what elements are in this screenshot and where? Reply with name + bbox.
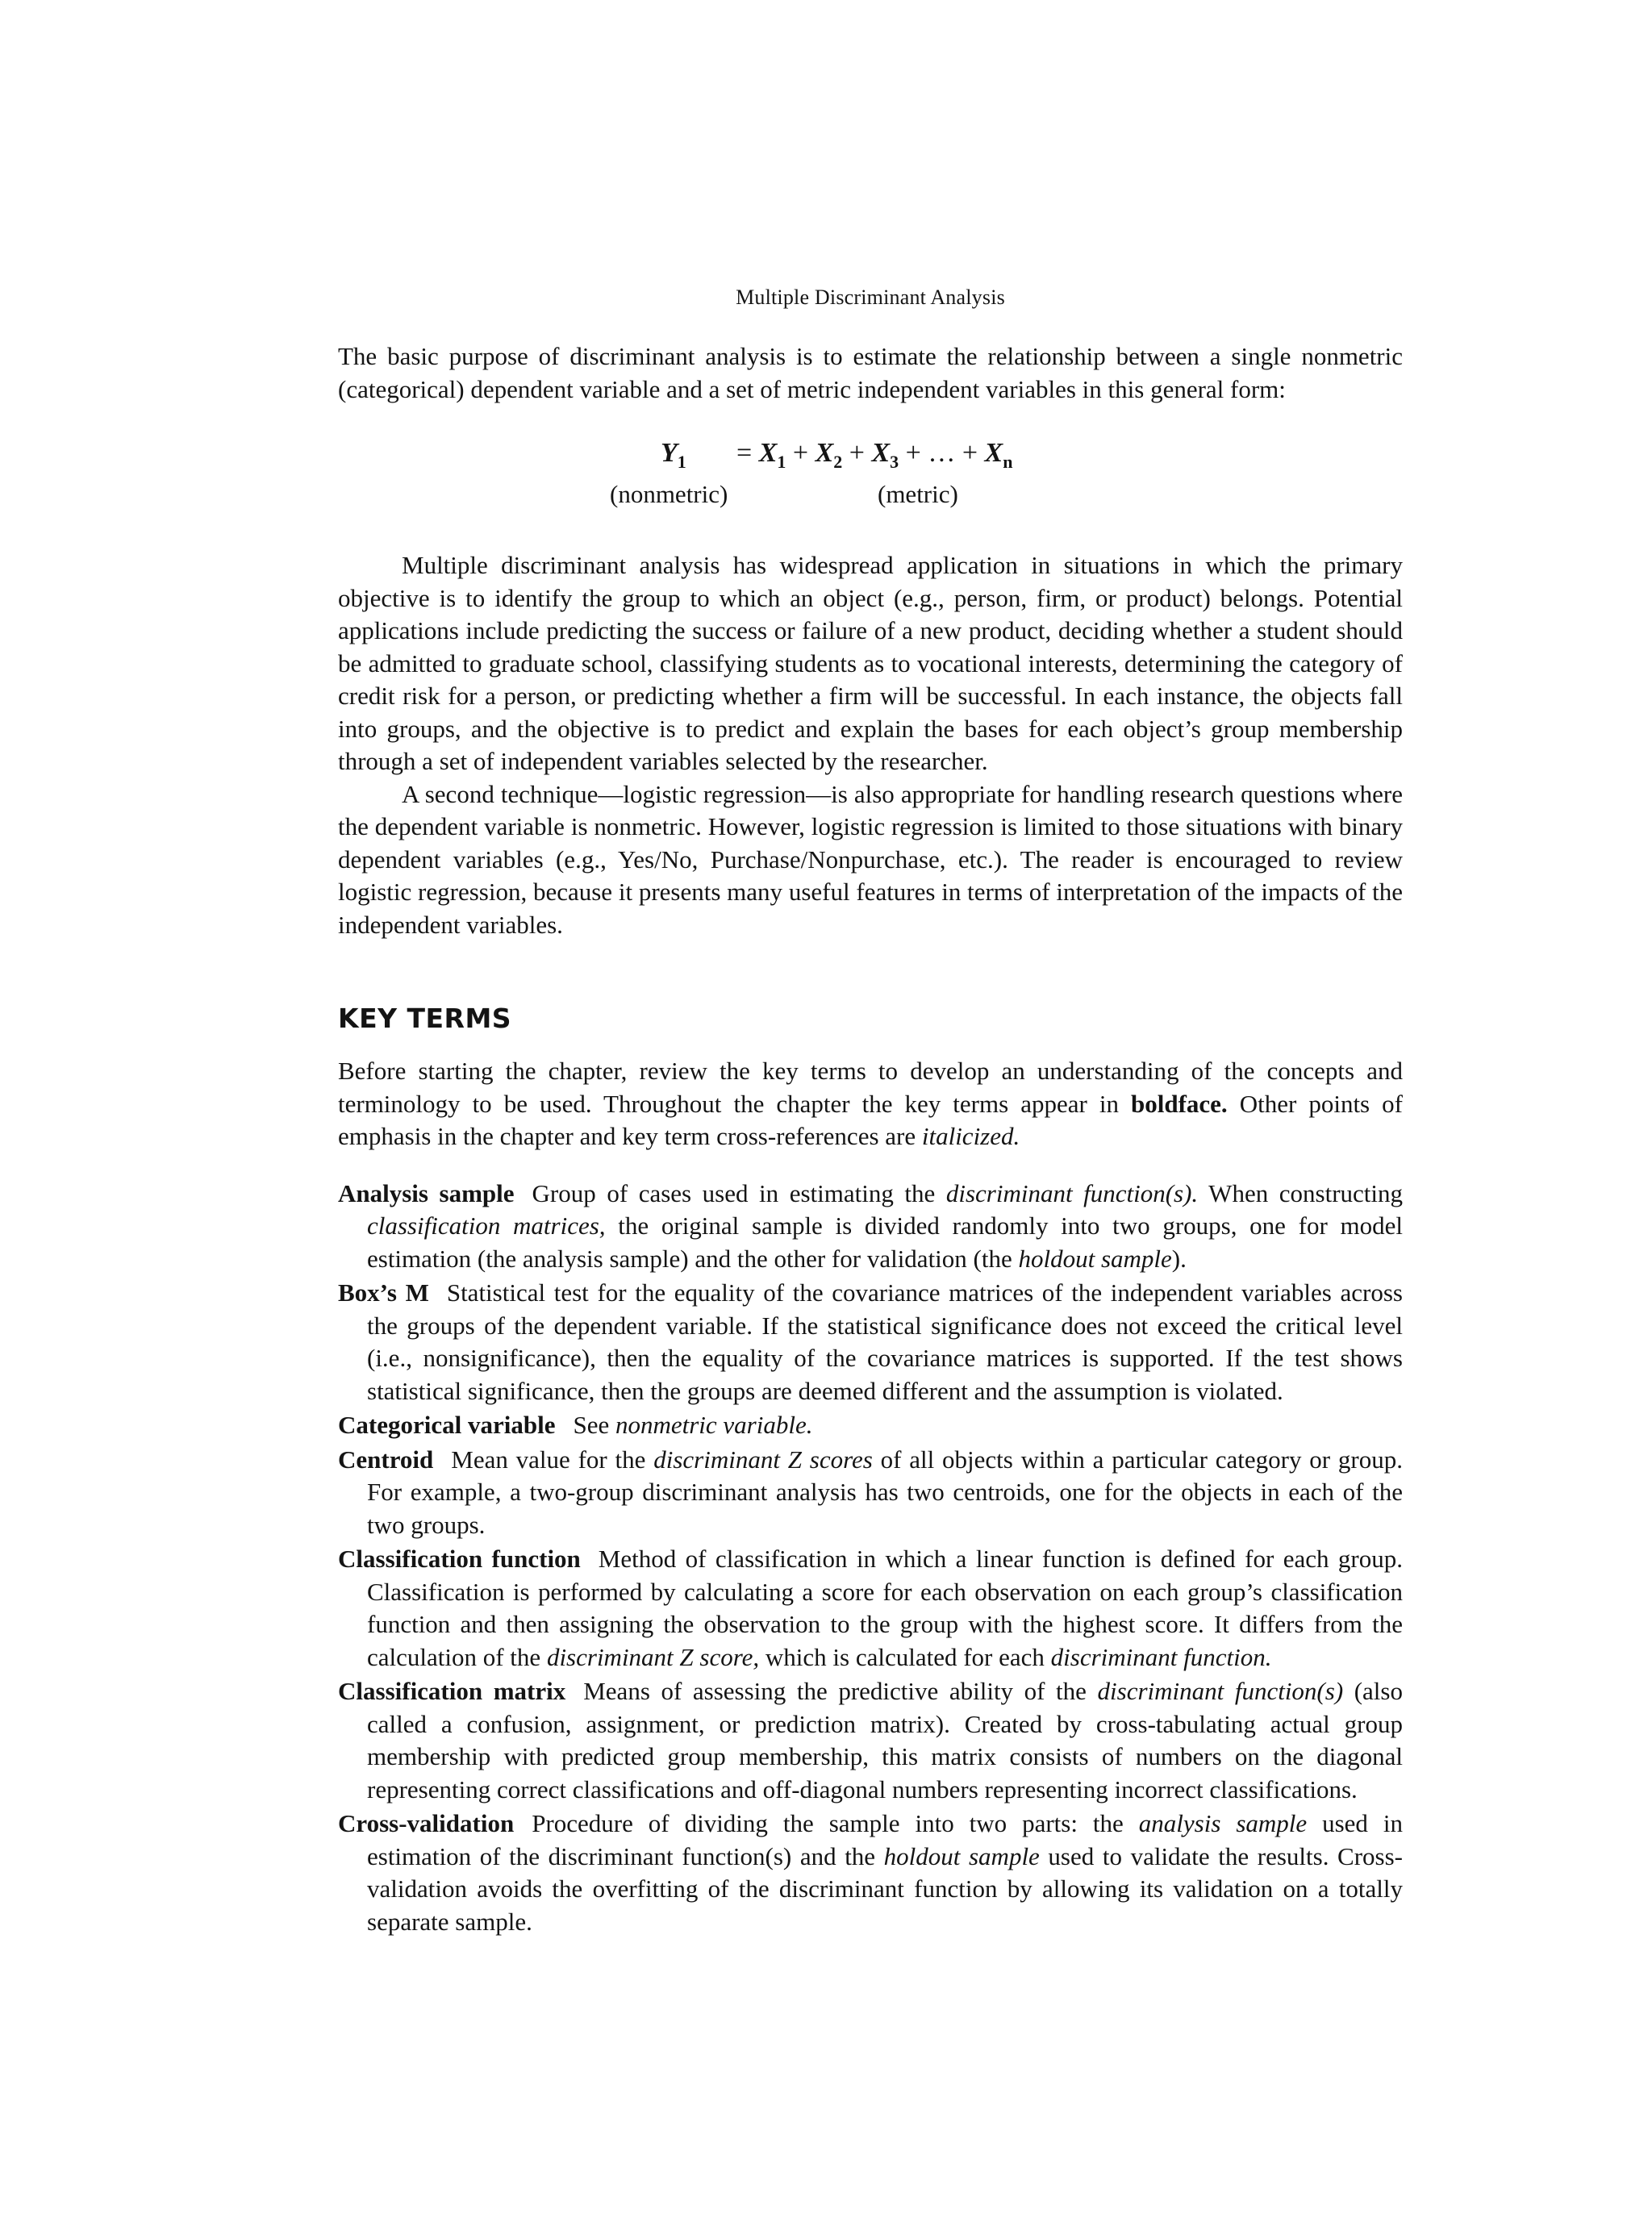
key-term-definition-text: Statistical test for the equality of the covariance matrices of the independent variables across the groups of the dependent variable. If the statistical significance does not exceed the critical level (i.e., nonsignificance), then the equality of the covariance matrices is supported. If the test shows statistical significance, then the groups are deemed different and the assumption is violated. xyxy=(367,1278,1403,1405)
key-term-crossref: classification matrices, xyxy=(367,1211,606,1240)
key-term-definition-text: of all objects within a particular category or group. For example, a two-group discriminant analysis has two centroids, one for the objects in each of the two groups. xyxy=(367,1445,1403,1539)
key-term-crossref: discriminant Z score, xyxy=(546,1642,760,1671)
key-term-entry xyxy=(338,1277,1403,1407)
key-term-definition-text: ). xyxy=(1171,1244,1187,1273)
equation-line xyxy=(338,438,1403,478)
key-term-definition-text: Procedure of dividing the sample into two parts: the xyxy=(532,1809,1139,1837)
key-term-crossref: discriminant Z scores xyxy=(653,1445,873,1474)
paragraph-applications: Multiple discriminant analysis has widespread application in situations in which the primary objective is to identify the group to which an object (e.g., person, firm, or product) belongs. Potential applications include predicting the success or failure of a new product, deciding whether a student should be admitted to graduate school, classifying students as to vocational interests, determining the category of credit risk for a person, or predicting whether a firm will be successful. In each instance, the objects fall into groups, and the objective is to predict and explain the bases for each object’s group membership through a set of independent variables selected by the researcher. xyxy=(338,551,1403,775)
key-term-definition-text: which is calculated for each xyxy=(759,1642,1051,1671)
key-term-crossref: nonmetric variable. xyxy=(615,1411,813,1439)
key-term-crossref: holdout sample xyxy=(1018,1244,1172,1273)
key-term-definition-text: Method of classification in which a linear function is defined for each group. Classification is performed by calculating a score for each observation on each group’s classification function and then assigning the observation to the group with the highest score. It differs from the calculation of the xyxy=(367,1545,1403,1671)
paragraph-logistic: A second technique—logistic regression—is also appropriate for handling research questions where the dependent variable is nonmetric. However, logistic regression is limited to those situations with binary dependent variables (e.g., Yes/No, Purchase/Nonpurchase, etc.). The reader is encouraged to review logistic regression, because it presents many useful features in terms of interpretation of the impacts of the independent variables. xyxy=(338,779,1403,939)
key-term-definition-text: Means of assessing the predictive ability of the xyxy=(583,1677,1098,1705)
key-term-crossref: holdout sample xyxy=(883,1841,1040,1870)
key-term-name: Categorical variable xyxy=(338,1411,556,1439)
intro-paragraph: The basic purpose of discriminant analysis is to estimate the relationship between a single nonmetric (categorical) dependent variable and a set of metric independent variables in this general form: xyxy=(338,342,1403,403)
key-term-crossref: discriminant function. xyxy=(1050,1642,1272,1671)
key-term-definition-text: used to validate the results. Cross-validation avoids the overfitting of the discriminant function by allowing its validation on a totally separate sample. xyxy=(367,1841,1403,1936)
equation-label-nonmetric: (nonmetric) xyxy=(610,480,728,508)
key-term-definition-text: Mean value for the xyxy=(451,1445,654,1474)
key-term-entry xyxy=(338,1808,1403,1938)
document-page xyxy=(338,286,1403,1940)
key-term-entry xyxy=(338,1675,1403,1806)
key-term-definition-text: used in estimation of the discriminant function(s) and the xyxy=(367,1809,1404,1870)
key-term-name: Classification function xyxy=(338,1545,581,1573)
key-terms-heading: KEY TERMS xyxy=(338,1003,512,1034)
key-term-definition-text: See xyxy=(573,1411,615,1439)
key-term-crossref: discriminant function(s). xyxy=(945,1178,1199,1207)
equation-lhs: $Y_1$ xyxy=(661,438,686,472)
key-term-crossref: analysis sample xyxy=(1138,1809,1308,1837)
general-equation xyxy=(338,438,1403,517)
key-term-definition-text: When constructing xyxy=(1198,1178,1404,1207)
key-term-name: Centroid xyxy=(338,1445,434,1474)
key-term-crossref: discriminant function(s) xyxy=(1097,1677,1344,1705)
key-term-definition-text: the original sample is divided randomly into two groups, one for model estimation (the analysis sample) and the other for validation (the xyxy=(367,1211,1403,1273)
key-term-entry xyxy=(338,1409,1403,1442)
key-term-entry xyxy=(338,1543,1403,1674)
equation-rhs: = $X_1 + X_2 + X_3$ + … + $X_n$ xyxy=(736,438,1013,472)
key-term-name: Box’s M xyxy=(338,1278,429,1307)
equation-label-metric: (metric) xyxy=(878,480,958,508)
key-term-definition-text: Group of cases used in estimating the xyxy=(532,1178,946,1207)
key-term-definition-text: (also called a confusion, assignment, or prediction matrix). Created by cross-tabulating actual group membership with predicted group membership, this matrix consists of numbers on the diagonal representing correct classifications and off-diagonal numbers representing incorrect classifications. xyxy=(367,1677,1403,1803)
key-term-name: Cross-validation xyxy=(338,1809,515,1837)
key-terms-intro: Before starting the chapter, review the key terms to develop an understanding of the concepts and terminology to be used. Throughout the chapter the key terms appear in boldface. Other points of emphasis in the chapter and key term cross-references are italicized. xyxy=(338,1057,1403,1150)
key-term-entry xyxy=(338,1444,1403,1542)
key-term-name: Analysis sample xyxy=(338,1178,515,1207)
key-term-name: Classification matrix xyxy=(338,1677,566,1705)
running-head: Multiple Discriminant Analysis xyxy=(736,286,1005,309)
key-terms-list xyxy=(338,1178,1403,1939)
key-term-entry xyxy=(338,1178,1403,1276)
